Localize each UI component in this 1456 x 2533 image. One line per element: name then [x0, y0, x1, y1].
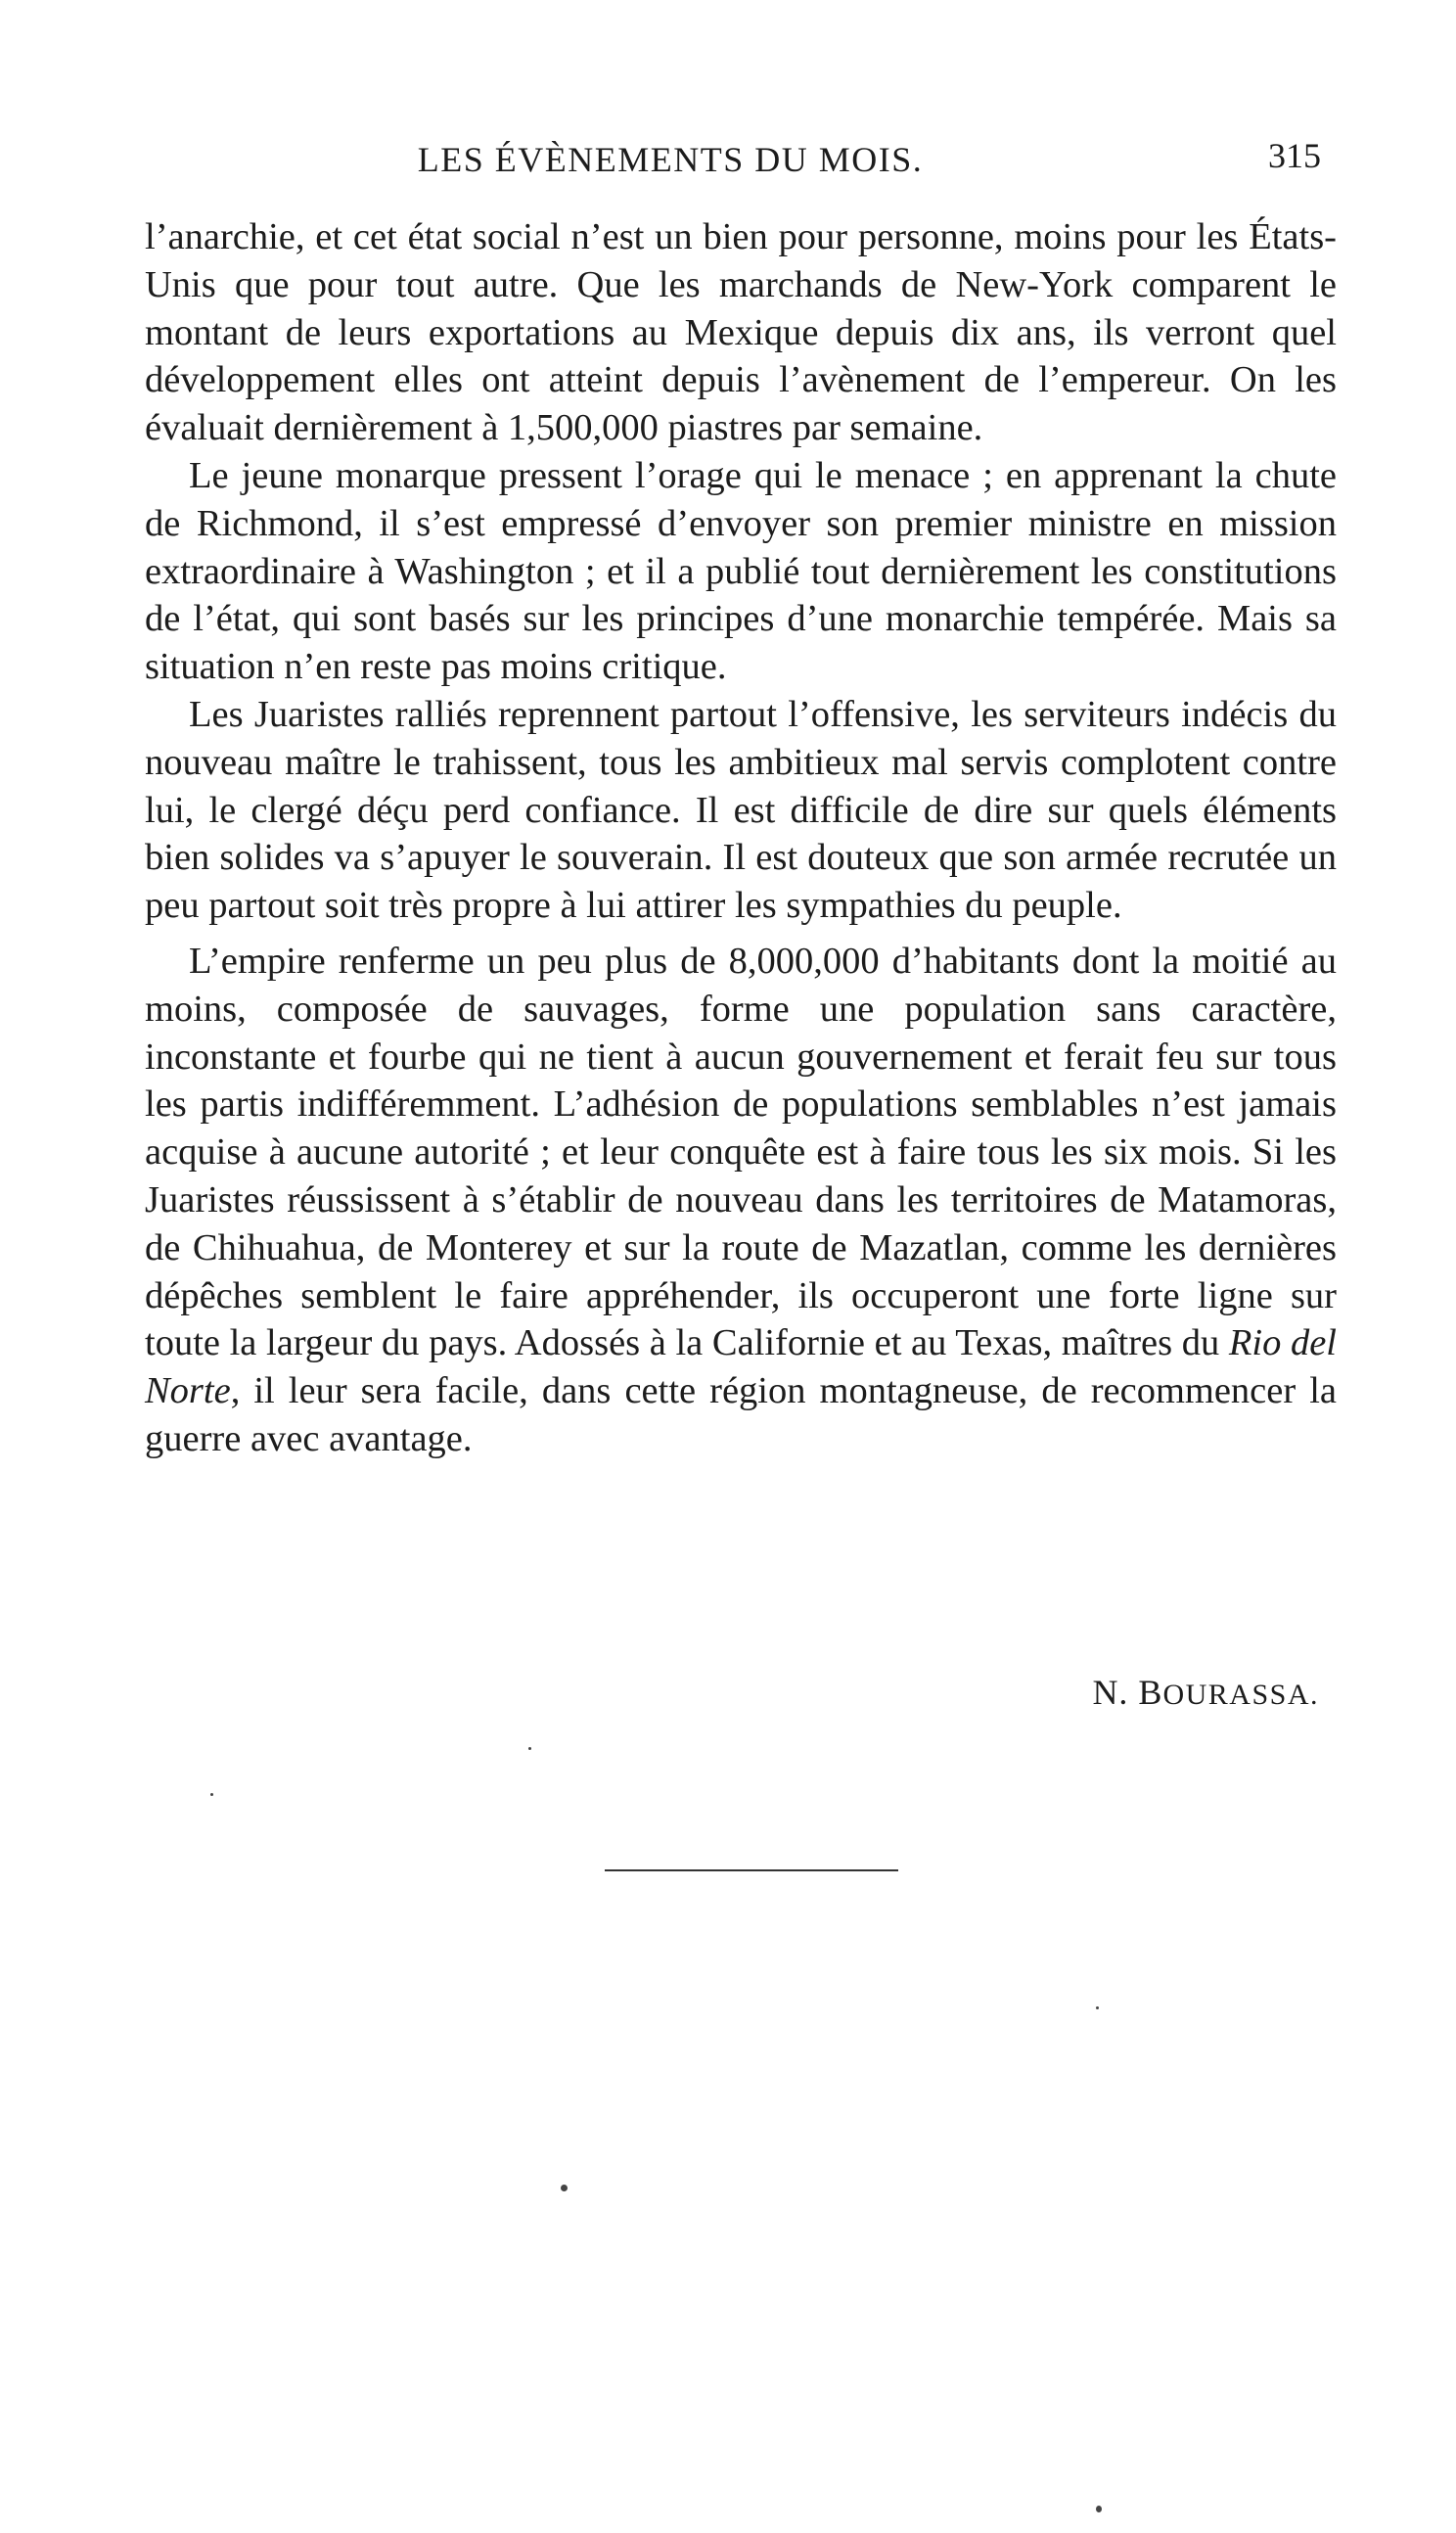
italic-place-name: Rio del Norte [145, 1322, 1337, 1412]
print-speck [1096, 2506, 1102, 2512]
signature-rest: OURASSA. [1162, 1679, 1319, 1711]
paragraph-4-text-before: L’empire renferme un peu plus de 8,000,000 d’habitants dont la moitié au moins, composée de sauvages, forme une population sans caractère, inconstante et fourbe qui ne tient à aucun gouvernement et ferait feu sur tous les partis indifféremment. L’adhésion de populations semblables n’est jamais acquise à aucune autorité ; et leur conquête est à faire tous les six mois. Si les Juaristes réussissent à s’établir de nouveau dans les territoires de Matamoras, de Chihuahua, de Monterey et sur la route de Mazatlan, comme les dernières dépêches semblent le faire appréhender, ils occuperont une forte ligne sur toute la largeur du pays. Adossés à la Californie et au Texas, maîtres du [145, 940, 1337, 1364]
running-head [157, 136, 1331, 188]
author-signature [1092, 1672, 1319, 1713]
paragraph-4-text-after: , il leur sera facile, dans cette région montagneuse, de recommencer la guerre avec avantage. [145, 1370, 1337, 1459]
paragraph-2: Le jeune monarque pressent l’orage qui le menace ; en apprenant la chute de Richmond, il s’est empressé d’envoyer son premier ministre en mission extraordinaire à Washington ; et il a publié tout dernièrement les constitutions de l’état, qui sont basés sur les principes d’une monarchie tempérée. Mais sa situation n’en reste pas moins critique. [145, 454, 1337, 688]
paragraph-3: Les Juaristes ralliés reprennent partout l’offensive, les serviteurs indécis du nouveau maître le trahissent, tous les ambitieux mal servis complotent contre lui, le clergé déçu perd confiance. Il est difficile de dire sur quels éléments bien solides va s’apuyer le souverain. Il est douteux que son armée recrutée un peu partout soit très propre à lui attirer les sympathies du peuple. [145, 693, 1337, 927]
print-speck [528, 1747, 531, 1750]
print-speck [1096, 2006, 1099, 2009]
paragraph-1: l’anarchie, et cet état social n’est un bien pour personne, moins pour les États-Unis que pour tout autre. Que les marchands de New-York comparent le montant de leurs exportations au Mexique depuis dix ans, ils verront quel développement elles ont atteint depuis l’avènement de l’empereur. On les évaluait dernièrement à 1,500,000 piastres par semaine. [145, 216, 1337, 449]
signature-initial: N. B [1092, 1673, 1163, 1712]
print-speck [561, 2185, 568, 2191]
page-number: 315 [1268, 136, 1321, 175]
article-body [145, 213, 1337, 1463]
print-speck [210, 1793, 213, 1796]
paragraph-4 [145, 938, 1337, 1463]
section-divider-rule [605, 1869, 898, 1871]
running-title: LES ÉVÈNEMENTS DU MOIS. [417, 140, 924, 179]
